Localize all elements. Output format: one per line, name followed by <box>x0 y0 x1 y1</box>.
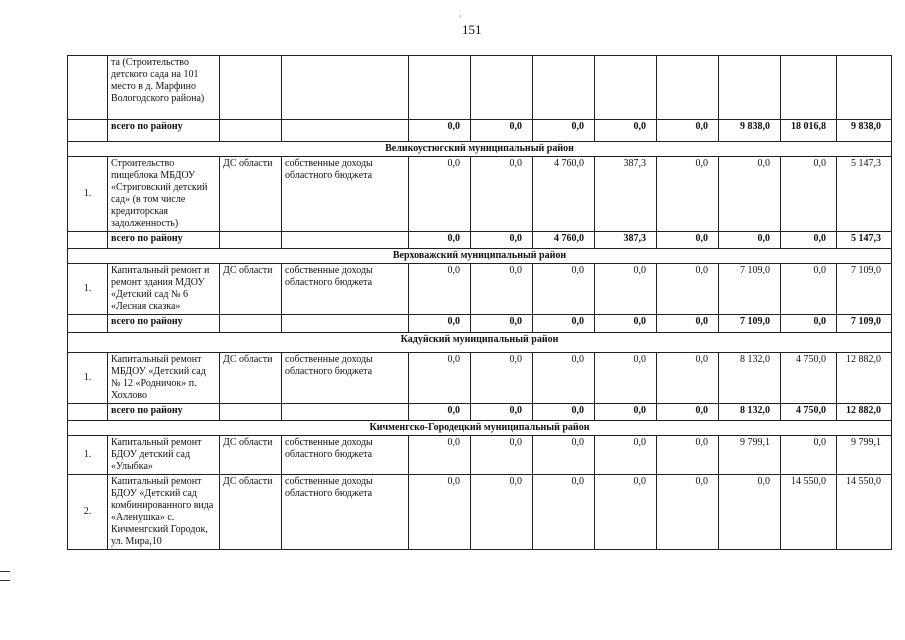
total-value: 9 838,0 <box>837 120 892 142</box>
table-row <box>68 157 892 232</box>
value-cell: 0,0 <box>657 475 719 550</box>
empty-cell <box>220 232 282 249</box>
total-value: 0,0 <box>657 232 719 249</box>
total-value: 0,0 <box>409 232 471 249</box>
value-cell: 0,0 <box>781 436 837 475</box>
empty-cell <box>282 232 409 249</box>
source-cell: собственные доходы областного бюджета <box>282 436 409 475</box>
value-cell: 0,0 <box>533 353 595 404</box>
object-name-cell: Капитальный ремонт и ремонт здания МДОУ «Детский сад № 6 «Лесная сказка» <box>108 264 220 315</box>
table-row <box>68 436 892 475</box>
value-cell: 0,0 <box>781 264 837 315</box>
value-cell: 0,0 <box>719 157 781 232</box>
value-cell: 0,0 <box>657 157 719 232</box>
table-row <box>68 264 892 315</box>
total-value: 0,0 <box>471 404 533 421</box>
value-cell: 7 109,0 <box>837 264 892 315</box>
value-cell: 5 147,3 <box>837 157 892 232</box>
total-value: 0,0 <box>471 120 533 142</box>
total-value: 0,0 <box>657 120 719 142</box>
source-cell: собственные доходы областного бюджета <box>282 475 409 550</box>
total-value: 0,0 <box>409 404 471 421</box>
tick-mark: ' <box>460 14 462 23</box>
total-value: 5 147,3 <box>837 232 892 249</box>
section-title: Кадуйский муниципальный район <box>68 333 892 353</box>
value-cell: 0,0 <box>409 264 471 315</box>
value-cell <box>595 56 657 120</box>
page-number: 151 <box>462 22 482 37</box>
value-cell: 4 760,0 <box>533 157 595 232</box>
row-number: 1. <box>68 264 108 315</box>
total-value: 0,0 <box>657 315 719 333</box>
value-cell: 0,0 <box>471 475 533 550</box>
total-value: 7 109,0 <box>719 315 781 333</box>
table-row <box>68 353 892 404</box>
section-header-row <box>68 333 892 353</box>
value-cell: 0,0 <box>471 436 533 475</box>
value-cell: 9 799,1 <box>719 436 781 475</box>
value-cell <box>657 56 719 120</box>
value-cell: 0,0 <box>471 264 533 315</box>
value-cell <box>409 56 471 120</box>
section-title: Верховажский муниципальный район <box>68 249 892 264</box>
section-header-row <box>68 421 892 436</box>
total-value: 0,0 <box>533 315 595 333</box>
value-cell <box>533 56 595 120</box>
value-cell: 12 882,0 <box>837 353 892 404</box>
empty-cell <box>282 315 409 333</box>
value-cell <box>837 56 892 120</box>
table-row <box>68 475 892 550</box>
source-cell: собственные доходы областного бюджета <box>282 157 409 232</box>
value-cell: 0,0 <box>595 436 657 475</box>
value-cell: 0,0 <box>533 475 595 550</box>
total-value: 4 750,0 <box>781 404 837 421</box>
value-cell: 0,0 <box>595 264 657 315</box>
value-cell: 0,0 <box>409 157 471 232</box>
empty-cell <box>68 232 108 249</box>
empty-cell <box>220 120 282 142</box>
section-title: Великоустюгский муниципальный район <box>68 142 892 157</box>
value-cell: 0,0 <box>471 353 533 404</box>
total-value: 9 838,0 <box>719 120 781 142</box>
value-cell: 0,0 <box>409 475 471 550</box>
value-cell: 8 132,0 <box>719 353 781 404</box>
total-value: 0,0 <box>719 232 781 249</box>
value-cell: 0,0 <box>533 264 595 315</box>
section-header-row <box>68 142 892 157</box>
total-row <box>68 120 892 142</box>
object-name-cell: Строительство пищеблока МБДОУ «Стриговский детский сад» (в том числе кредиторская задолженность) <box>108 157 220 232</box>
total-value: 8 132,0 <box>719 404 781 421</box>
total-value: 0,0 <box>781 232 837 249</box>
total-value: 0,0 <box>781 315 837 333</box>
value-cell: 0,0 <box>781 157 837 232</box>
object-name-cell: Капитальный ремонт БДОУ детский сад «Улыбка» <box>108 436 220 475</box>
row-number: 2. <box>68 475 108 550</box>
object-name-cell: Капитальный ремонт МБДОУ «Детский сад № 12 «Родничок» п. Хохлово <box>108 353 220 404</box>
empty-cell <box>68 120 108 142</box>
row-number: 1. <box>68 436 108 475</box>
value-cell: 0,0 <box>533 436 595 475</box>
value-cell <box>719 56 781 120</box>
value-cell: 0,0 <box>409 353 471 404</box>
total-value: 4 760,0 <box>533 232 595 249</box>
section-title: Кичменгско-Городецкий муниципальный район <box>68 421 892 436</box>
total-value: 0,0 <box>595 404 657 421</box>
value-cell: 7 109,0 <box>719 264 781 315</box>
total-value: 18 016,8 <box>781 120 837 142</box>
row-number: 1. <box>68 353 108 404</box>
total-label: всего по району <box>108 120 220 142</box>
customer-cell: ДС области <box>220 475 282 550</box>
value-cell <box>781 56 837 120</box>
empty-cell <box>282 404 409 421</box>
total-value: 0,0 <box>409 315 471 333</box>
total-label: всего по району <box>108 232 220 249</box>
margin-mark <box>0 571 10 572</box>
customer-cell: ДС области <box>220 436 282 475</box>
value-cell: 14 550,0 <box>781 475 837 550</box>
total-row <box>68 315 892 333</box>
total-value: 0,0 <box>533 404 595 421</box>
customer-cell: ДС области <box>220 264 282 315</box>
total-value: 0,0 <box>471 232 533 249</box>
total-value: 387,3 <box>595 232 657 249</box>
row-number: 1. <box>68 157 108 232</box>
source-cell: собственные доходы областного бюджета <box>282 353 409 404</box>
value-cell: 0,0 <box>595 353 657 404</box>
table-row <box>68 56 892 120</box>
total-value: 0,0 <box>409 120 471 142</box>
total-value: 0,0 <box>657 404 719 421</box>
value-cell: 9 799,1 <box>837 436 892 475</box>
total-label: всего по району <box>108 315 220 333</box>
empty-cell <box>220 315 282 333</box>
total-value: 0,0 <box>471 315 533 333</box>
section-header-row <box>68 249 892 264</box>
value-cell: 0,0 <box>409 436 471 475</box>
object-name-cell: та (Строительство детского сада на 101 место в д. Марфино Вологодского района) <box>108 56 220 120</box>
total-label: всего по району <box>108 404 220 421</box>
margin-mark <box>0 580 10 581</box>
total-value: 0,0 <box>533 120 595 142</box>
total-row <box>68 232 892 249</box>
total-value: 0,0 <box>595 120 657 142</box>
empty-cell <box>68 315 108 333</box>
budget-table <box>67 55 892 550</box>
value-cell: 0,0 <box>657 353 719 404</box>
empty-cell <box>282 120 409 142</box>
source-cell: собственные доходы областного бюджета <box>282 264 409 315</box>
value-cell: 0,0 <box>657 436 719 475</box>
value-cell: 387,3 <box>595 157 657 232</box>
customer-cell: ДС области <box>220 157 282 232</box>
row-number-cell <box>68 56 108 120</box>
value-cell: 0,0 <box>595 475 657 550</box>
source-cell <box>282 56 409 120</box>
value-cell: 14 550,0 <box>837 475 892 550</box>
customer-cell: ДС области <box>220 353 282 404</box>
value-cell: 0,0 <box>719 475 781 550</box>
value-cell: 0,0 <box>471 157 533 232</box>
empty-cell <box>220 404 282 421</box>
total-value: 7 109,0 <box>837 315 892 333</box>
object-name-cell: Капитальный ремонт БДОУ «Детский сад комбинированного вида «Аленушка» с. Кичменгский Городок, ул. Мира,10 <box>108 475 220 550</box>
empty-cell <box>68 404 108 421</box>
total-row <box>68 404 892 421</box>
value-cell <box>471 56 533 120</box>
customer-cell <box>220 56 282 120</box>
value-cell: 0,0 <box>657 264 719 315</box>
total-value: 0,0 <box>595 315 657 333</box>
value-cell: 4 750,0 <box>781 353 837 404</box>
total-value: 12 882,0 <box>837 404 892 421</box>
